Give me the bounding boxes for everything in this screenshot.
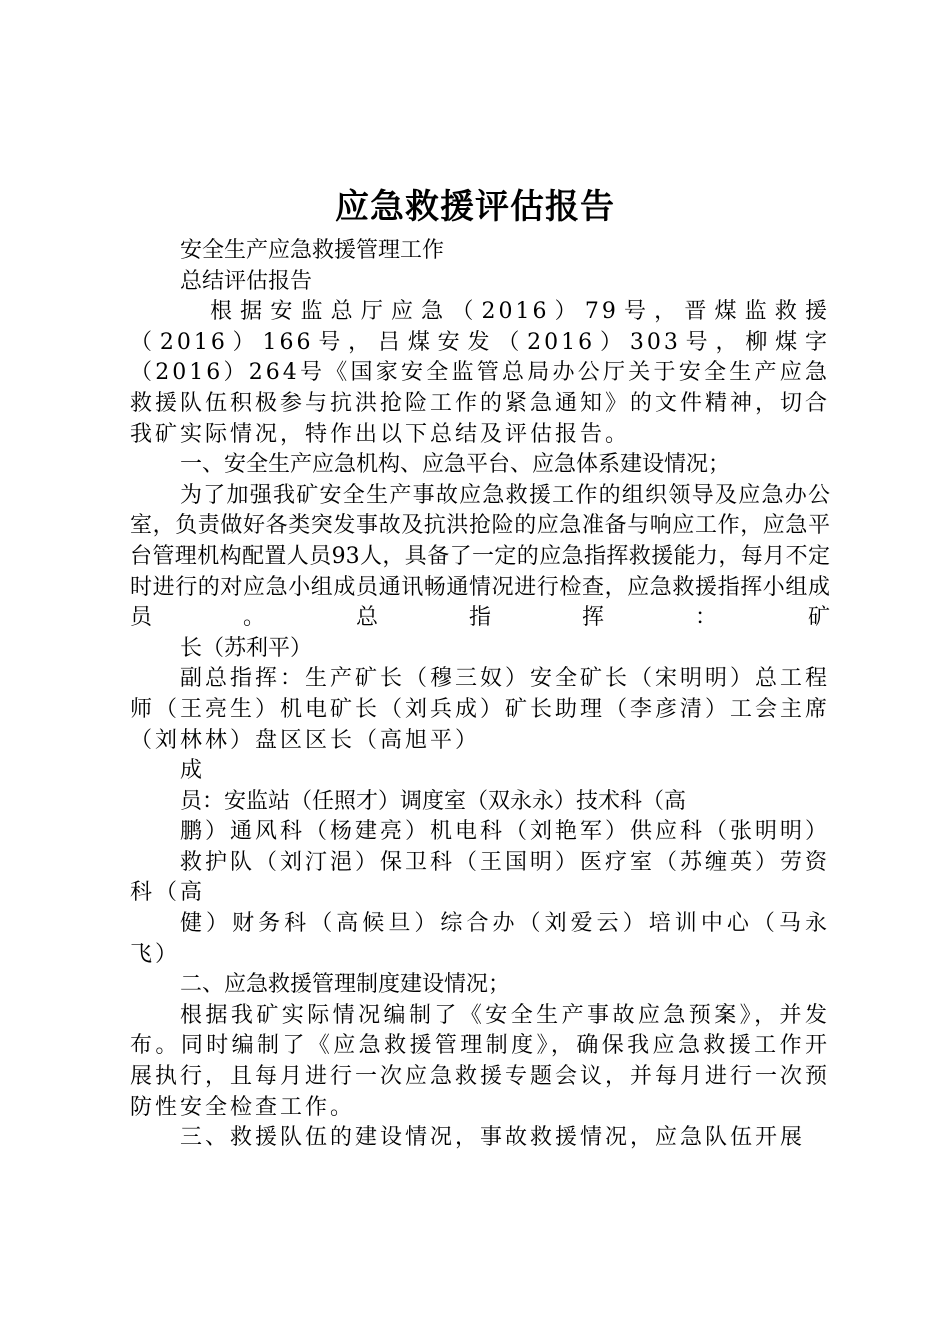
- section-heading-1: 一、安全生产应急机构、应急平台、应急体系建设情况；: [180, 452, 731, 478]
- paragraph-members-4: 健）财务科（高候旦）综合办（刘爱云）培训中心（马永飞）: [130, 911, 830, 967]
- paragraph-basis: 根据安监总厅应急（2016）79号，晋煤监救援（2016）166号，吕煤安发（2016）303号，柳煤字（2016）264号《国家安全监管总局办公厅关于安全生产应急救援队伍积极参与抗洪抢险工作的紧急通知》的文件精神，切合我矿实际情况，特作出以下总结及评估报告。: [130, 299, 831, 447]
- paragraph-members-1: 员：安监站（任照才）调度室（双永永）技术科（高: [180, 788, 687, 814]
- subtitle-line-2: 总结评估报告: [180, 268, 313, 294]
- section-heading-2: 二、应急救援管理制度建设情况；: [180, 972, 511, 998]
- paragraph-organization: 为了加强我矿安全生产事故应急救援工作的组织领导及应急办公室，负责做好各类突发事故及抗洪抢险的应急准备与响应工作，应急平台管理机构配置人员93人，具备了一定的应急指挥救援能力，每月不定时进行的对应急小组成员通讯畅通情况进行检查，应急救援指挥小组成员。总指挥：矿: [130, 482, 830, 631]
- paragraph-members-label: 成: [180, 758, 203, 784]
- paragraph-management-system: 根据我矿实际情况编制了《安全生产事故应急预案》，并发布。同时编制了《应急救援管理制度》，确保我应急救援工作开展执行，且每月进行一次应急救援专题会议，并每月进行一次预防性安全检查工作。: [130, 1002, 831, 1120]
- paragraph-deputy-commanders: 副总指挥：生产矿长（穆三奴）安全矿长（宋明明）总工程师（王亮生）机电矿长（刘兵成）矿长助理（李彦清）工会主席（刘林林）盘区区长（高旭平）: [130, 666, 831, 753]
- document-body: [130, 236, 830, 1154]
- document-title: 应急救援评估报告: [335, 187, 615, 227]
- paragraph-members-2: 鹏）通风科（杨建亮）机电科（刘艳军）供应科（张明明）: [180, 819, 831, 845]
- paragraph-members-3: 救护队（刘汀浥）保卫科（王国明）医疗室（苏缠英）劳资科（高: [130, 849, 831, 906]
- paragraph-commander: 长（苏利平）: [180, 635, 313, 661]
- subtitle-line-1: 安全生产应急救援管理工作: [180, 238, 445, 263]
- section-heading-3: 三、救援队伍的建设情况，事故救援情况，应急队伍开展: [180, 1125, 806, 1151]
